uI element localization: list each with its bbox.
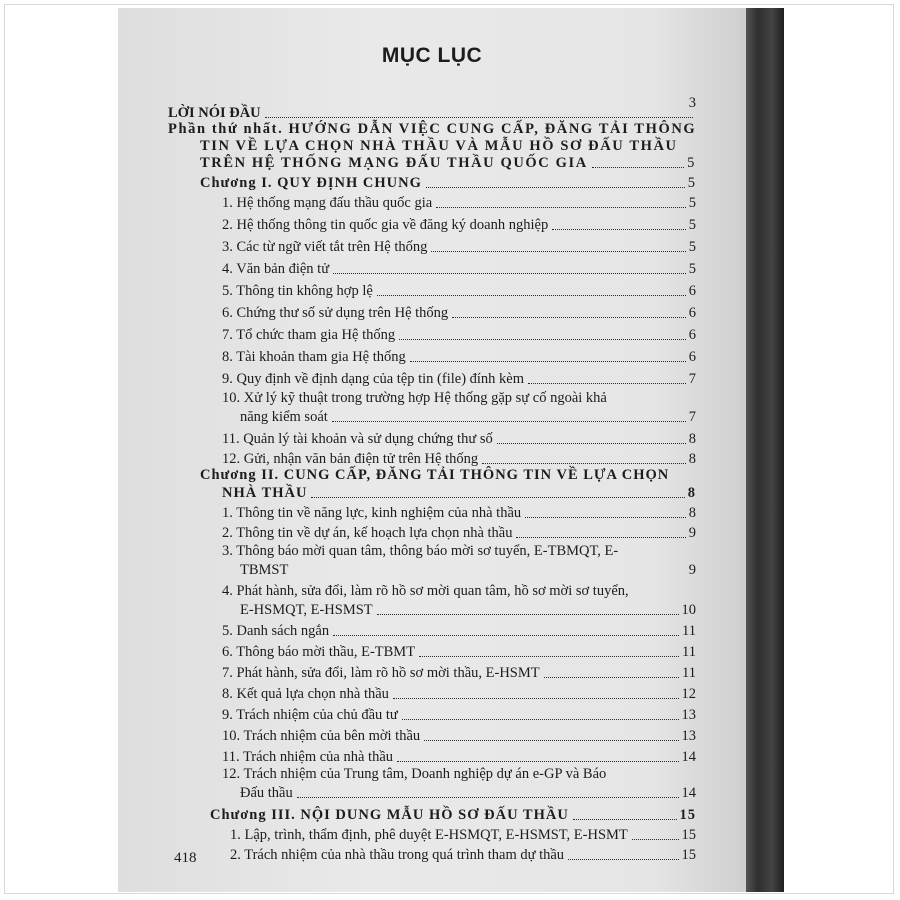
toc-entry-label: 8. Kết quả lựa chọn nhà thầu — [222, 686, 389, 702]
toc-page-number: 5 — [687, 155, 696, 171]
dot-leader — [333, 273, 686, 274]
toc-part1-line1[interactable] — [168, 120, 696, 138]
toc-page-number: 7 — [688, 409, 696, 425]
dot-leader — [544, 677, 679, 678]
toc-item[interactable] — [222, 260, 696, 278]
toc-page-number: 8 — [688, 451, 696, 467]
toc-entry-chapter-2[interactable] — [222, 484, 696, 502]
toc-entry-label: 10. Xử lý kỹ thuật trong trường hợp Hệ thống gặp sự cố ngoài khả — [222, 390, 607, 406]
toc-entry-label: TIN VỀ LỰA CHỌN NHÀ THẦU VÀ MẪU HỒ SƠ ĐẤU THẦU — [200, 138, 678, 154]
toc-item[interactable] — [222, 685, 696, 703]
dot-leader — [568, 859, 678, 860]
dot-leader — [292, 574, 685, 575]
toc-page-number: 8 — [688, 505, 696, 521]
toc-item[interactable] — [222, 664, 696, 682]
toc-entry-label: 7. Phát hành, sửa đổi, làm rõ hồ sơ mời thầu, E-HSMT — [222, 665, 540, 681]
toc-item[interactable] — [222, 706, 696, 724]
toc-page-number: 5 — [687, 175, 696, 191]
toc-entry-label: TBMST — [240, 562, 289, 578]
dot-leader — [397, 761, 678, 762]
toc-page-number: 3 — [688, 95, 696, 111]
toc-item[interactable] — [222, 304, 696, 322]
toc-item[interactable] — [230, 826, 696, 844]
toc-page-number: 6 — [688, 349, 696, 365]
dot-leader — [426, 187, 685, 188]
toc-entry-chapter-1[interactable] — [200, 174, 696, 192]
book-spine — [744, 8, 784, 892]
toc-entry-part1[interactable] — [200, 154, 696, 172]
page-number-folio: 418 — [174, 850, 197, 866]
toc-item[interactable] — [222, 348, 696, 366]
toc-item[interactable] — [240, 784, 696, 802]
toc-page-number: 5 — [688, 217, 696, 233]
dot-leader — [632, 839, 679, 840]
dot-leader — [592, 167, 684, 168]
dot-leader — [436, 207, 686, 208]
toc-page-number: 5 — [688, 261, 696, 277]
toc-entry-label: 9. Trách nhiệm của chủ đầu tư — [222, 707, 398, 723]
toc-chapter-2-line1[interactable] — [200, 466, 669, 484]
toc-item[interactable] — [222, 643, 696, 661]
toc-entry-label: E-HSMQT, E-HSMST — [240, 602, 373, 618]
toc-item[interactable] — [222, 238, 696, 256]
toc-entry-label: 1. Thông tin về năng lực, kinh nghiệm của nhà thầu — [222, 505, 522, 521]
book-page — [118, 8, 746, 892]
toc-item[interactable] — [222, 430, 696, 448]
toc-entry-label: 4. Văn bản điện tử — [222, 261, 330, 277]
toc-page-number: 15 — [679, 807, 696, 823]
toc-entry-label: 7. Tổ chức tham gia Hệ thống — [222, 327, 396, 343]
toc-page-number: 12 — [681, 686, 696, 702]
toc-page-number: 10 — [681, 602, 696, 618]
toc-item[interactable] — [222, 326, 696, 344]
toc-entry-label: Đấu thầu — [240, 785, 293, 801]
dot-leader — [482, 463, 686, 464]
dot-leader — [377, 614, 679, 615]
toc-entry-label: 12. Trách nhiệm của Trung tâm, Doanh nghiệp dự án e-GP và Báo — [222, 766, 607, 782]
toc-page-number: 6 — [688, 305, 696, 321]
toc-entry-label: 9. Quy định về định dạng của tệp tin (file) đính kèm — [222, 371, 525, 387]
toc-entry-label: 3. Các từ ngữ viết tắt trên Hệ thống — [222, 239, 428, 255]
toc-item-line1[interactable] — [222, 542, 618, 560]
toc-entry-label: 2. Hệ thống thông tin quốc gia về đăng ký doanh nghiệp — [222, 217, 549, 233]
toc-page-number: 14 — [681, 749, 696, 765]
dot-leader — [452, 317, 686, 318]
toc-item-line1[interactable] — [222, 389, 607, 407]
toc-part1-line2[interactable] — [200, 137, 678, 155]
dot-leader — [402, 719, 679, 720]
toc-page-number: 8 — [688, 431, 696, 447]
dot-leader — [552, 229, 686, 230]
toc-entry-label: Chương I. QUY ĐỊNH CHUNG — [200, 175, 422, 191]
dot-leader — [393, 698, 679, 699]
toc-page-number: 5 — [688, 239, 696, 255]
dot-leader — [424, 740, 678, 741]
toc-item[interactable] — [240, 408, 696, 426]
toc-entry-label: NHÀ THẦU — [222, 485, 308, 501]
toc-item-line1[interactable] — [222, 765, 606, 783]
toc-page-number: 11 — [682, 665, 696, 681]
toc-item[interactable] — [222, 370, 696, 388]
toc-item[interactable] — [222, 727, 696, 745]
toc-item[interactable] — [222, 216, 696, 234]
toc-item[interactable] — [222, 524, 696, 542]
toc-entry-label: 2. Trách nhiệm của nhà thầu trong quá trình tham dự thầu — [230, 847, 565, 863]
dot-leader — [497, 443, 686, 444]
toc-entry-label: Chương III. NỘI DUNG MẪU HỒ SƠ ĐẤU THẦU — [210, 807, 569, 823]
toc-item[interactable] — [240, 561, 696, 579]
dot-leader — [525, 517, 686, 518]
page-title: MỤC LỤC — [381, 44, 483, 67]
dot-leader — [265, 117, 693, 118]
toc-page-number: 11 — [682, 623, 696, 639]
toc-page-number: 6 — [688, 327, 696, 343]
toc-entry-label: 1. Hệ thống mạng đấu thầu quốc gia — [222, 195, 433, 211]
toc-entry-label: 2. Thông tin về dự án, kế hoạch lựa chọn nhà thầu — [222, 525, 513, 541]
toc-page-number: 8 — [687, 485, 696, 501]
dot-leader — [410, 361, 686, 362]
toc-entry-label: 3. Thông báo mời quan tâm, thông báo mời sơ tuyển, E-TBMQT, E- — [222, 543, 619, 559]
toc-entry-label: 11. Quản lý tài khoản và sử dụng chứng thư số — [222, 431, 493, 447]
toc-page-number: 15 — [681, 827, 696, 843]
toc-page-number: 11 — [682, 644, 696, 660]
dot-leader — [399, 339, 686, 340]
dot-leader — [431, 251, 685, 252]
toc-page-number: 15 — [681, 847, 696, 863]
dot-leader — [311, 497, 684, 498]
toc-page-number: 9 — [688, 562, 696, 578]
toc-item[interactable] — [240, 601, 696, 619]
dot-leader — [528, 383, 686, 384]
toc-item[interactable] — [222, 194, 696, 212]
toc-page-number: 5 — [688, 195, 696, 211]
toc-item-line1[interactable] — [222, 582, 629, 600]
dot-leader — [573, 819, 677, 820]
toc-entry-label: 5. Danh sách ngắn — [222, 623, 330, 639]
toc-entry-label: 5. Thông tin không hợp lệ — [222, 283, 373, 299]
toc-entry-label: năng kiểm soát — [240, 409, 328, 425]
toc-page-number: 13 — [681, 707, 696, 723]
dot-leader — [419, 656, 679, 657]
dot-leader — [377, 295, 686, 296]
toc-page-number: 13 — [681, 728, 696, 744]
dot-leader — [516, 537, 685, 538]
toc-entry-label: 6. Chứng thư số sử dụng trên Hệ thống — [222, 305, 449, 321]
toc-entry-chapter-3[interactable] — [210, 806, 696, 824]
toc-entry-label: 12. Gửi, nhận văn bản điện tử trên Hệ thống — [222, 451, 479, 467]
toc-item[interactable] — [230, 846, 696, 864]
toc-page-number: 7 — [688, 371, 696, 387]
toc-item[interactable] — [222, 504, 696, 522]
dot-leader — [332, 421, 686, 422]
toc-page-number: 6 — [688, 283, 696, 299]
toc-item[interactable] — [222, 748, 696, 766]
toc-entry-label: 10. Trách nhiệm của bên mời thầu — [222, 728, 421, 744]
toc-item[interactable] — [222, 282, 696, 300]
dot-leader — [297, 797, 679, 798]
toc-page-number: 14 — [681, 785, 696, 801]
toc-entry-label: 11. Trách nhiệm của nhà thầu — [222, 749, 394, 765]
toc-entry-label: 6. Thông báo mời thầu, E-TBMT — [222, 644, 416, 660]
toc-page-number: 9 — [688, 525, 696, 541]
toc-entry-label: 4. Phát hành, sửa đổi, làm rõ hồ sơ mời quan tâm, hồ sơ mời sơ tuyển, — [222, 583, 629, 599]
toc-entry-label: 8. Tài khoản tham gia Hệ thống — [222, 349, 406, 365]
toc-entry-label: 1. Lập, trình, thẩm định, phê duyệt E-HSMQT, E-HSMST, E-HSMT — [230, 827, 628, 843]
dot-leader — [333, 635, 679, 636]
toc-entry-label: Chương II. CUNG CẤP, ĐĂNG TẢI THÔNG TIN VỀ LỰA CHỌN — [200, 467, 670, 483]
toc-entry-label: Phần thứ nhất. HƯỚNG DẪN VIỆC CUNG CẤP, ĐĂNG TẢI THÔNG — [168, 121, 697, 137]
toc-entry-label: LỜI NÓI ĐẦU — [168, 105, 261, 121]
toc-item[interactable] — [222, 622, 696, 640]
toc-entry-label: TRÊN HỆ THỐNG MẠNG ĐẤU THẦU QUỐC GIA — [200, 155, 588, 171]
